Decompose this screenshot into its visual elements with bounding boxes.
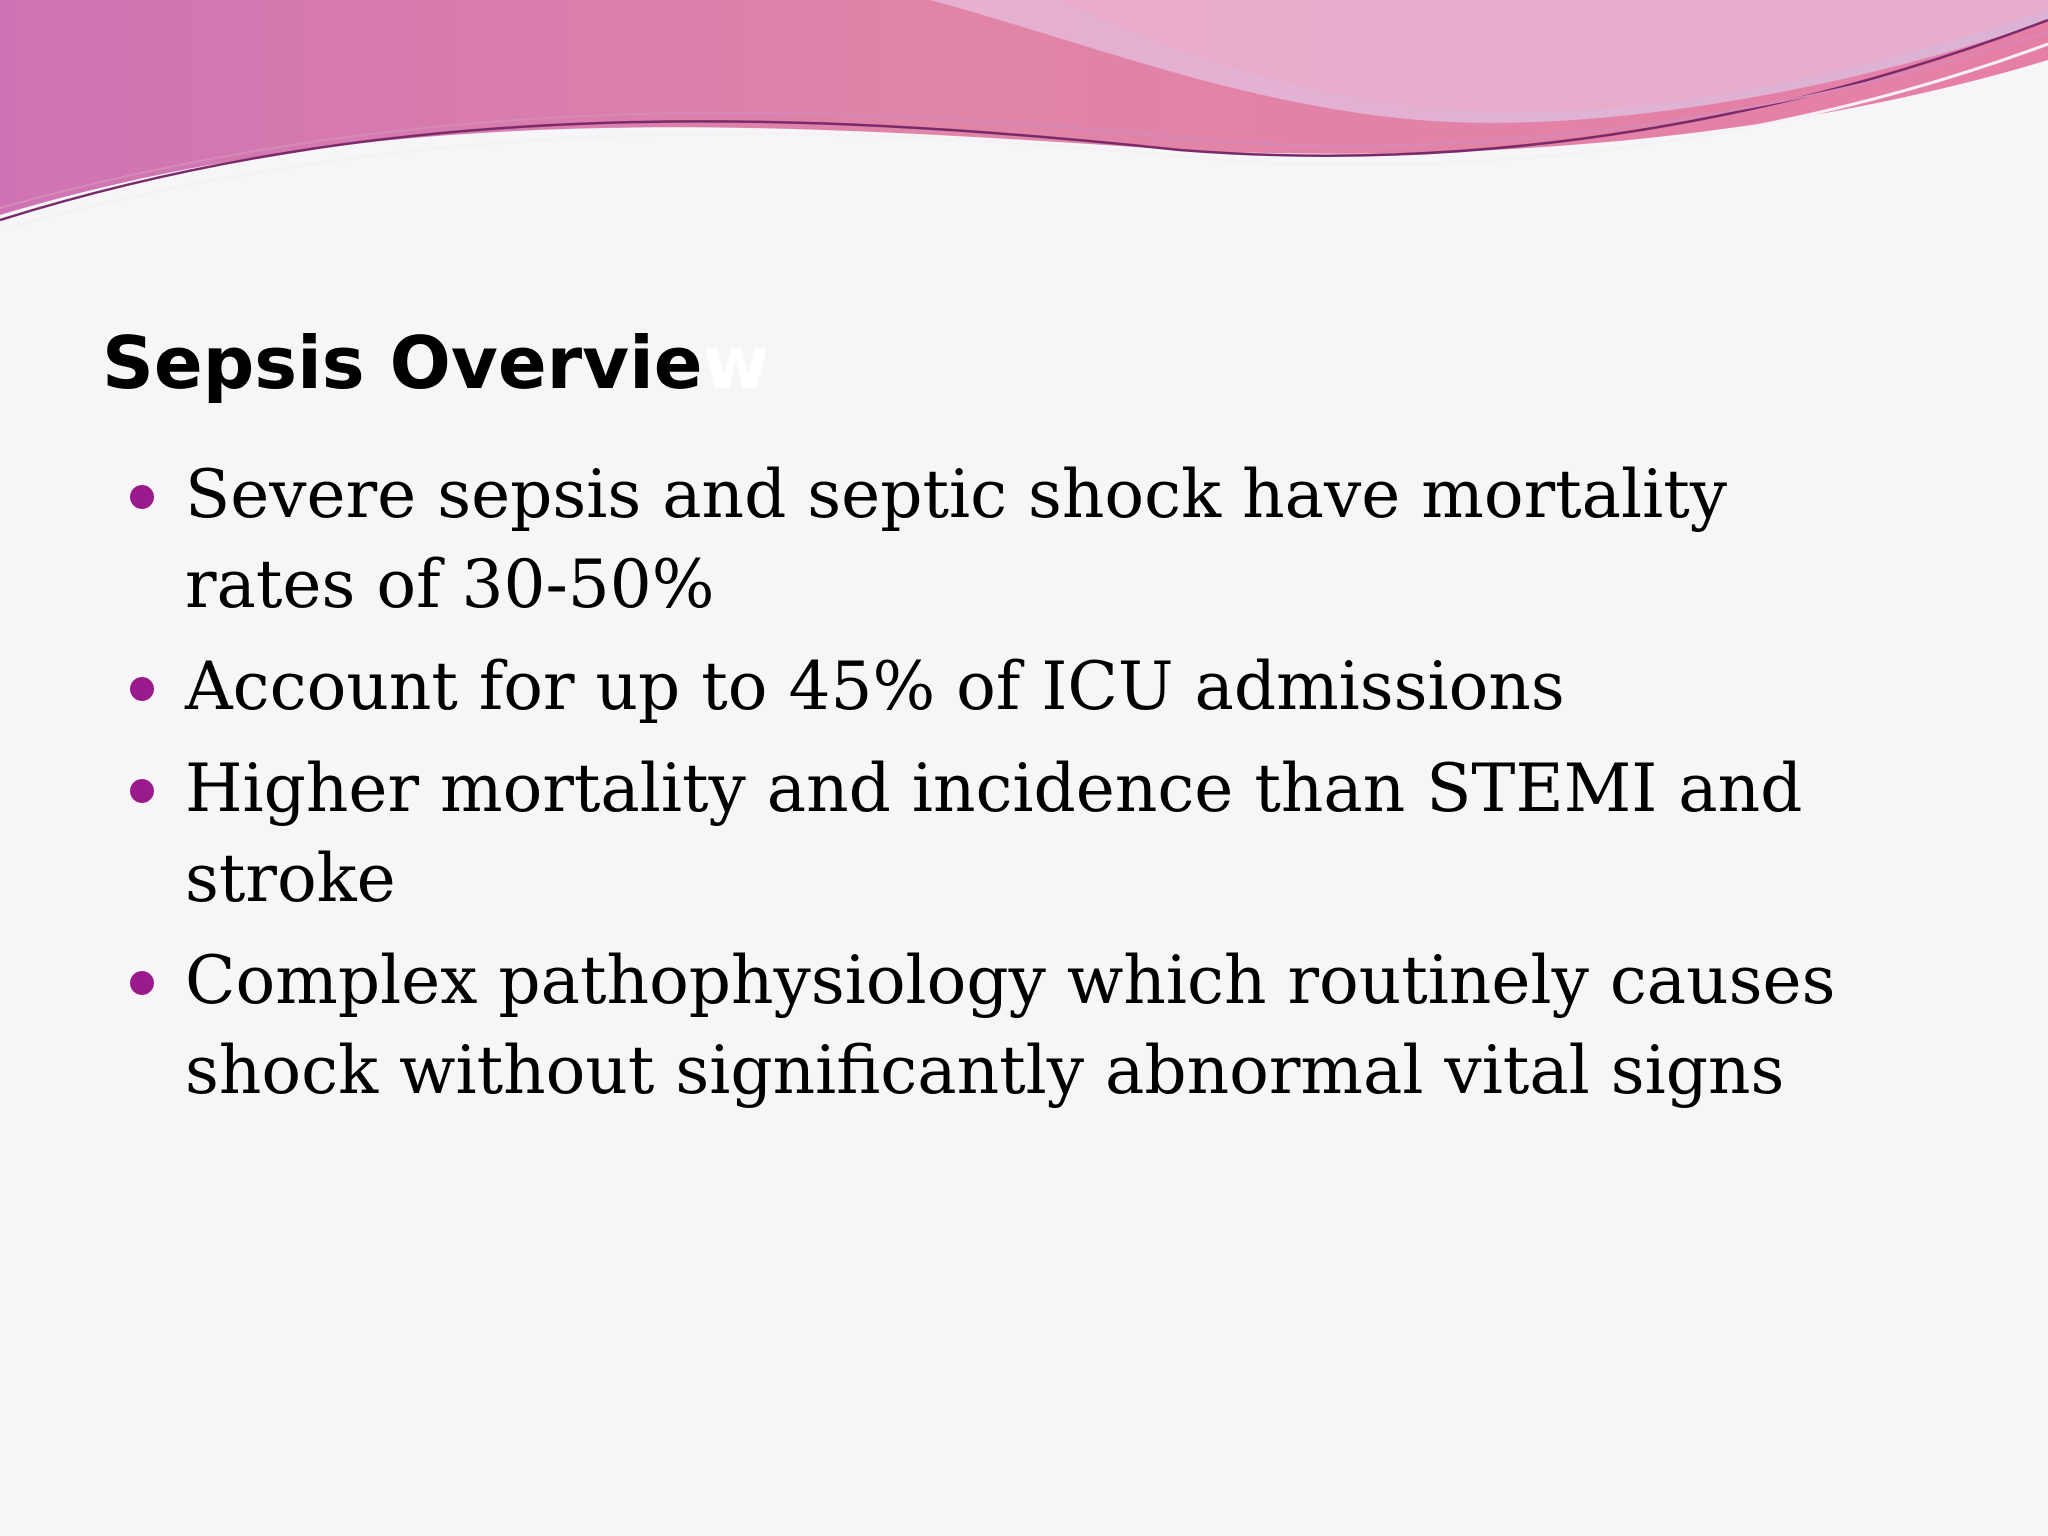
bullet-dot-icon xyxy=(130,677,154,701)
slide-title-tail: w xyxy=(702,321,770,405)
bullet-text: Severe sepsis and septic shock have mortality rates of 30-50% xyxy=(185,456,1728,623)
bullet-item xyxy=(0,744,1885,924)
bullet-dot-icon xyxy=(130,485,154,509)
bullet-dot-icon xyxy=(130,971,154,995)
bullet-item xyxy=(0,642,1885,732)
header-wave-decoration xyxy=(0,0,2048,240)
bullet-text: Complex pathophysiology which routinely causes shock without significantly abnormal vital signs xyxy=(185,942,1836,1109)
bullet-item xyxy=(0,450,1885,630)
bullet-item xyxy=(0,936,1885,1116)
bullet-list xyxy=(0,450,1885,1128)
slide-title xyxy=(102,318,769,408)
bullet-dot-icon xyxy=(130,779,154,803)
slide-title-main: Sepsis Overvie xyxy=(102,321,703,405)
bullet-text: Higher mortality and incidence than STEMI and stroke xyxy=(185,750,1803,917)
bullet-text: Account for up to 45% of ICU admissions xyxy=(185,648,1565,725)
